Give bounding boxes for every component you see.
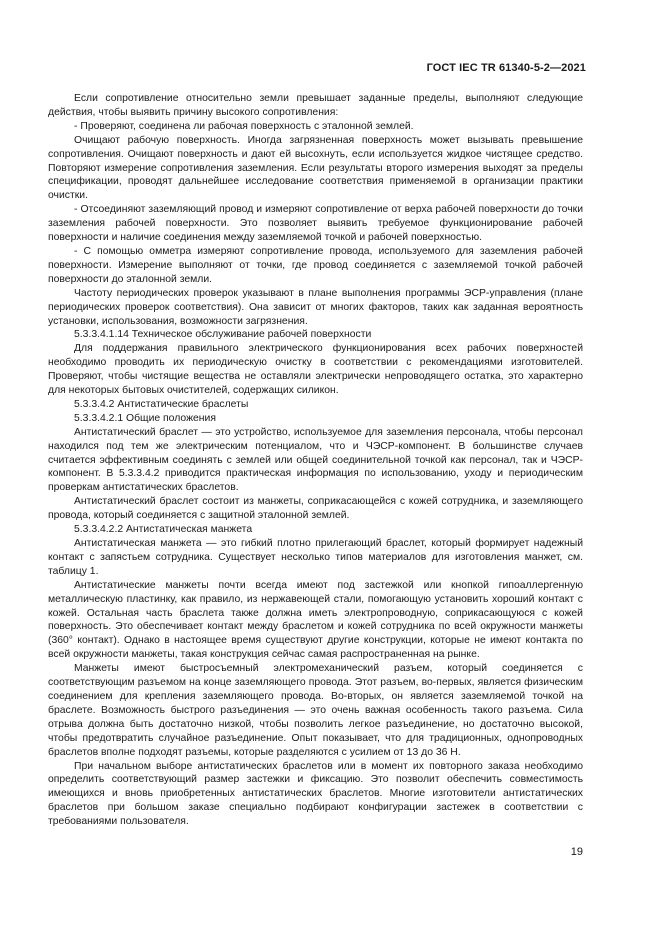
section-heading: 5.3.3.4.2.1 Общие положения bbox=[74, 412, 216, 424]
paragraph: Манжеты имеют быстросъемный электромеханический разъем, который соединяется с соответствующим разъемом на конце заземляющего провода. Этот разъем, во-первых, является физическим соединением для крепления заземляющего провода. Во-вторых, он является заземляемой точкой на браслете. Возможность быстрого разъединения — это очень важная особенность такого разъема. Сила отрыва должна быть достаточно низкой, чтобы позволить легкое разъединение, но достаточно высокой, чтобы предотвратить случайное разъединение. Опыт показывает, что для традиционных, однопроводных браслетов вполне подходят разъемы, которые разделяются с усилием от 13 до 36 Н. bbox=[48, 663, 583, 758]
paragraph: - Отсоединяют заземляющий провод и измеряют сопротивление от верха рабочей поверхности до точки заземления рабочей поверхности. Это позволяет выявить требуемое функционирование рабочей поверхности и наличие соединения между заземляемой точкой и рабочей поверхностью. bbox=[48, 204, 583, 244]
document-header: ГОСТ IEC TR 61340-5-2—2021 bbox=[426, 62, 586, 74]
paragraph: Для поддержания правильного электрического функционирования всех рабочих поверхностей необходимо проводить их периодическую очистку в соответствии с рекомендациями изготовителей. Проверяют, чтобы чистящие вещества не оставляли электрически непроводящего остатка, это характерно для некоторых бытовых очистителей, содержащих силикон. bbox=[48, 343, 583, 397]
paragraph: При начальном выборе антистатических браслетов или в момент их повторного заказа необходимо определить соответствующий размер застежки и фиксацию. Это позволит обеспечить совместимость имеющихся и вновь приобретенных антистатических браслетов. Многие изготовители антистатических браслетов при большом заказе специально подбирают конфигурации застежек в соответствии с требованиями пользователя. bbox=[48, 760, 583, 828]
paragraph: Антистатическая манжета — это гибкий плотно прилегающий браслет, который формирует надежный контакт с запястьем сотрудника. Существует несколько типов материалов для изготовления манжет, см. таблицу 1. bbox=[48, 538, 583, 577]
paragraph: - Проверяют, соединена ли рабочая поверхность с эталонной землей. bbox=[74, 120, 414, 132]
section-heading: 5.3.3.4.2.2 Антистатическая манжета bbox=[74, 524, 253, 536]
paragraph: Антистатические манжеты почти всегда имеют под застежкой или кнопкой гипоаллергенную металлическую пластинку, как правило, из нержавеющей стали, помогающую установить хороший контакт с кожей. Остальная часть браслета также должна иметь электропроводную, соприкасающуюся с кожей поверхность. Это обеспечивает контакт между браслетом и кожей сотрудника по всей окружности манжеты (360° контакт). Однако в настоящее время существуют другие конструкции, которые не имеют контакта по всей окружности манжеты, такая конструкция сейчас самая распространенная на рынке. bbox=[48, 579, 583, 661]
paragraph: Антистатический браслет состоит из манжеты, соприкасающейся с кожей сотрудника, и заземляющего провода, который соединяется с защитной эталонной землей. bbox=[48, 496, 583, 522]
paragraph: Антистатический браслет — это устройство, используемое для заземления персонала, чтобы персонал находился под тем же электрическим потенциалом, что и ЧЭСР-компонент. В большинстве случаев считается эффективным соединять с землей или общей соединительной точкой как персонал, так и ЧЭСР-компонент. В 5.3.3.4.2 приводится практическая информация по использованию, уходу и периодическим проверкам антистатических браслетов. bbox=[48, 426, 583, 494]
section-heading: 5.3.3.4.1.14 Техническое обслуживание рабочей поверхности bbox=[74, 329, 372, 341]
paragraph: Если сопротивление относительно земли превышает заданные пределы, выполняют следующие действия, чтобы выявить причину высокого сопротивления: bbox=[48, 93, 583, 118]
paragraph: Очищают рабочую поверхность. Иногда загрязненная поверхность может вызывать превышение сопротивления. Очищают поверхность и дают ей высохнуть, если используется жидкое чистящее средство. Повторяют измерение сопротивления заземления. Если результаты второго измерения выходят за пределы спецификации, проводят дальнейшее исследование соответствия применяемой в организации практики очистки. bbox=[48, 134, 583, 202]
body-text bbox=[48, 92, 583, 829]
section-heading: 5.3.3.4.2 Антистатические браслеты bbox=[74, 398, 249, 410]
paragraph: - С помощью омметра измеряют сопротивление провода, используемого для заземления рабочей поверхности. Измерение выполняют от точки, где провод соединяется с заземляемой точкой рабочей поверхности до эталонной земли. bbox=[48, 245, 583, 285]
page-number: 19 bbox=[570, 846, 583, 858]
paragraph: Частоту периодических проверок указывают в плане выполнения программы ЭСР-управления (плане периодических проверок соответствия). Она зависит от многих факторов, таких как заданная вероятность установки, использования, возможности загрязнения. bbox=[48, 287, 583, 327]
